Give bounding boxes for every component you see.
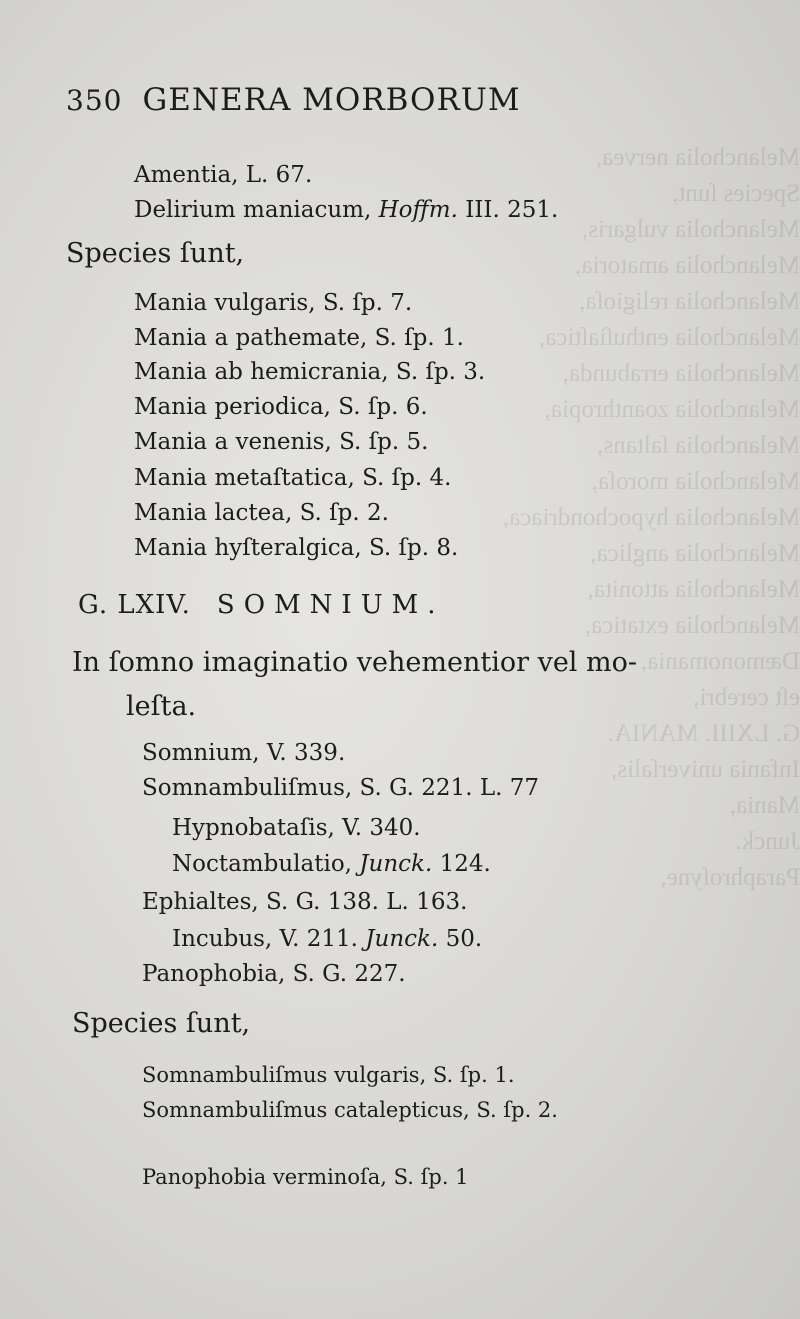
species-line: Mania vulgaris, S. ſp. 7. xyxy=(134,290,413,316)
synonym-line: Panophobia, S. G. 227. xyxy=(142,961,406,987)
species-line: Mania a venenis, S. ſp. 5. xyxy=(134,429,429,455)
definition-line: leſta. xyxy=(126,691,197,722)
synonym-line: Amentia, L. 67. xyxy=(134,162,313,188)
species-line: Somnambuliſmus catalepticus, S. ſp. 2. xyxy=(142,1098,558,1122)
species-line: Mania ab hemicrania, S. ſp. 3. xyxy=(134,359,486,385)
species-line: Somnambuliſmus vulgaris, S. ſp. 1. xyxy=(142,1063,515,1087)
running-header xyxy=(66,82,521,118)
species-line: Panophobia verminoſa, S. ſp. 1 xyxy=(142,1165,469,1189)
page-number: 350 xyxy=(66,84,123,117)
definition-line: In ſomno imaginatio vehementior vel mo- xyxy=(72,647,638,678)
synonym-line: Delirium maniacum, Hoffm. III. 251. xyxy=(134,197,559,223)
genus-number: G. LXIV. xyxy=(78,590,191,620)
synonym-line: Incubus, V. 211. Junck. 50. xyxy=(172,926,483,952)
running-title: GENERA MORBORUM xyxy=(142,82,521,118)
species-line: Mania hyſteralgica, S. ſp. 8. xyxy=(134,535,459,561)
synonym-line: Ephialtes, S. G. 138. L. 163. xyxy=(142,889,468,915)
synonym-line: Somnambuliſmus, S. G. 221. L. 77 xyxy=(142,775,539,801)
genus-name: SOMNIUM. xyxy=(216,590,445,620)
bleed-through-text: Melancholia nervea, Species ſunt, Melancholia vulgaris, Melancholia amatoria, Melancholia religioſa, Melancholia enthuſiaſtica, Melancholia errabunda, Melancholia zoanthropia, Melancholia ſaltans, Melancholia moroſa, Melancholia hypochondriaca, Melancholia anglica, Melancholia attonita, Melancholia extatica, Dæmonomania, eſt cerebri, G. LXIII. MANIA. Infania univerſalis, Mania, Junck. Paraphroſyne, xyxy=(502,144,800,891)
species-line: Mania periodica, S. ſp. 6. xyxy=(134,394,428,420)
species-heading: Species ſunt, xyxy=(66,238,245,269)
species-line: Mania lactea, S. ſp. 2. xyxy=(134,500,389,526)
synonym-line: Somnium, V. 339. xyxy=(142,740,346,766)
species-line: Mania a pathemate, S. ſp. 1. xyxy=(134,325,464,351)
synonym-line: Noctambulatio, Junck. 124. xyxy=(172,851,491,877)
synonym-line: Hypnobataſis, V. 340. xyxy=(172,815,421,841)
genus-heading xyxy=(78,590,445,620)
species-heading: Species ſunt, xyxy=(72,1008,251,1039)
species-line: Mania metaſtatica, S. ſp. 4. xyxy=(134,465,452,491)
